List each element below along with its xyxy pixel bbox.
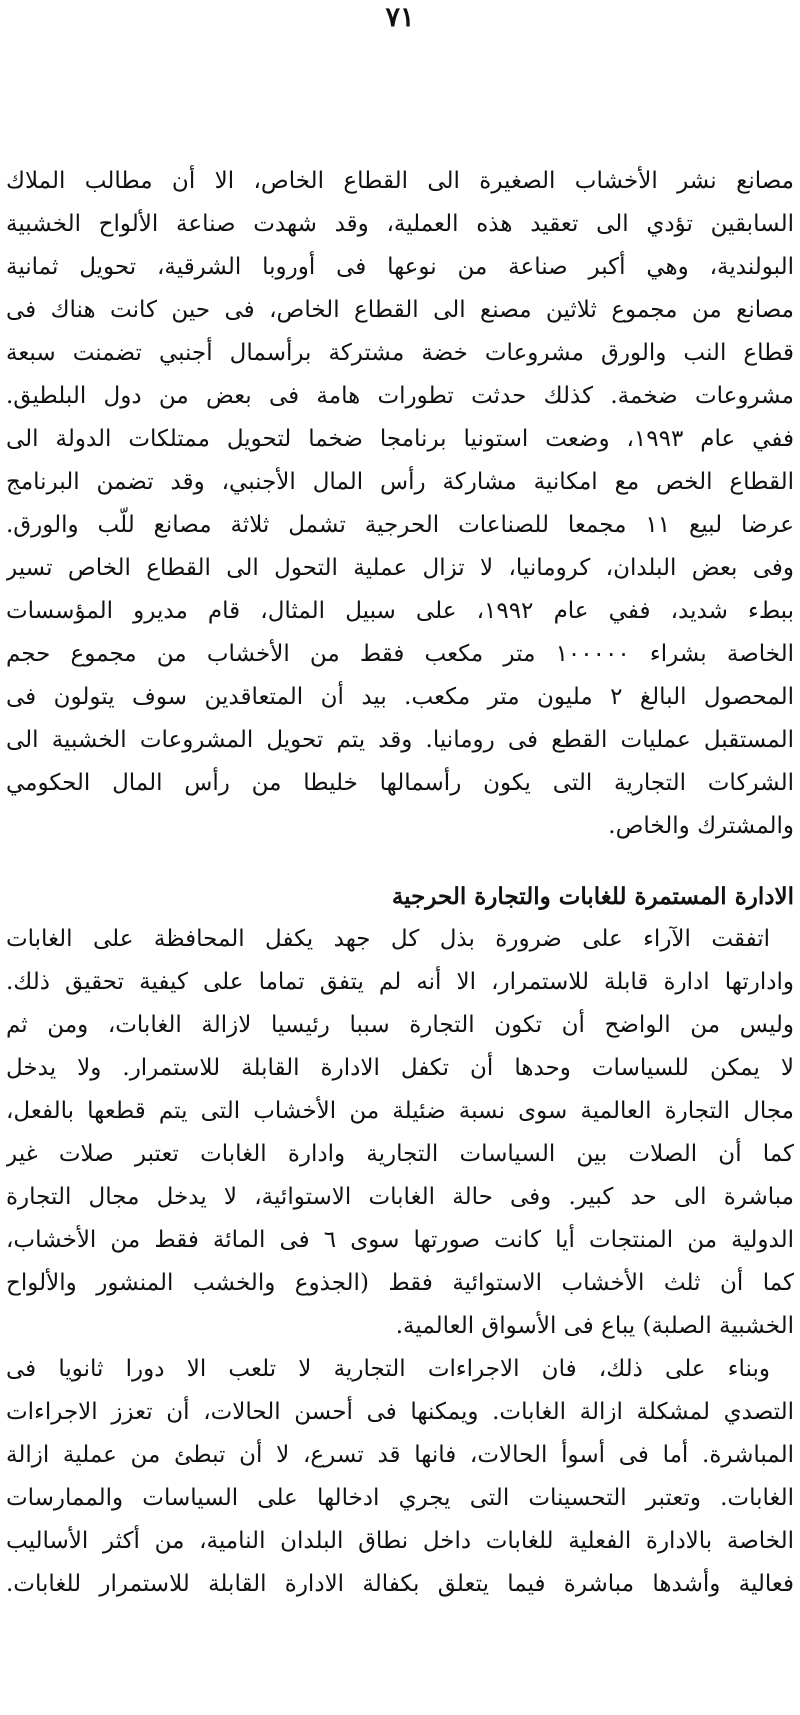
body-line: الخشبية الصلبة) يباع فى الأسواق العالمية. bbox=[395, 1313, 794, 1339]
section-2 bbox=[6, 875, 794, 1606]
body-line: القطاع الخص مع امكانية مشاركة رأس المال الأجنبي، وقد تضمن البرنامج bbox=[6, 469, 794, 495]
body-line: مشروعات ضخمة. كذلك حدثت تطورات هامة فى بعض من دول البلطيق. bbox=[6, 383, 794, 409]
body-line: عرضا لبيع ١١ مجمعا للصناعات الحرجية تشمل ثلاثة مصانع للّب والورق. bbox=[6, 512, 794, 538]
body-line: الخاصة بالادارة الفعلية للغابات داخل نطاق البلدان النامية، من أكثر الأساليب bbox=[6, 1528, 794, 1554]
body-line: وادارتها ادارة قابلة للاستمرار، الا أنه لم يتفق تماما على كيفية تحقيق ذلك. bbox=[6, 969, 794, 995]
body-line: مجال التجارة العالمية سوى نسبة ضئيلة من الأخشاب التى يتم قطعها بالفعل، bbox=[6, 1098, 794, 1124]
body-line: لا يمكن للسياسات وحدها أن تكفل الادارة القابلة للاستمرار. ولا يدخل bbox=[6, 1055, 794, 1081]
body-line: اتفقت الآراء على ضرورة بذل كل جهد يكفل المحافظة على الغابات bbox=[6, 926, 770, 952]
body-line: وبناء على ذلك، فان الاجراءات التجارية لا تلعب الا دورا ثانويا فى bbox=[6, 1356, 770, 1382]
body-line: وليس من الواضح أن تكون التجارة سببا رئيسيا لازالة الغابات، ومن ثم bbox=[6, 1012, 794, 1038]
body-line: الخاصة بشراء ١٠٠٠٠٠ متر مكعب فقط من الأخشاب من مجموع حجم bbox=[6, 641, 794, 667]
body-line: كما أن الصلات بين السياسات التجارية وادارة الغابات تعتبر صلات غير bbox=[6, 1141, 794, 1167]
body-line: مصانع نشر الأخشاب الصغيرة الى القطاع الخاص، الا أن مطالب الملاك bbox=[6, 168, 794, 194]
body-line: الدولية من المنتجات أيا كانت صورتها سوى ٦ فى المائة فقط من الأخشاب، bbox=[6, 1227, 794, 1253]
body-line: وفى بعض البلدان، كرومانيا، لا تزال عملية التحول الى القطاع الخاص تسير bbox=[6, 555, 794, 581]
body-line: قطاع النب والورق مشروعات خضة مشتركة برأسمال أجنبي تضمنت سبعة bbox=[6, 340, 794, 366]
body-line: فعالية وأشدها مباشرة فيما يتعلق بكفالة الادارة القابلة للاستمرار للغابات. bbox=[6, 1571, 794, 1597]
body-line: مباشرة الى حد كبير. وفى حالة الغابات الاستوائية، لا يدخل مجال التجارة bbox=[6, 1184, 794, 1210]
section-heading: الادارة المستمرة للغابات والتجارة الحرجية bbox=[391, 883, 794, 910]
body-line: ببطء شديد، ففي عام ١٩٩٢، على سبيل المثال، قام مديرو المؤسسات bbox=[6, 598, 794, 624]
page-number: ٧١ bbox=[385, 2, 415, 33]
body-line: التصدي لمشكلة ازالة الغابات. ويمكنها فى أحسن الحالات، أن تعزز الاجراءات bbox=[6, 1399, 794, 1425]
body-line: والمشترك والخاص. bbox=[608, 813, 794, 839]
body-line: الغابات. وتعتبر التحسينات التى يجري ادخالها على السياسات والممارسات bbox=[6, 1485, 794, 1511]
body-line: مصانع من مجموع ثلاثين مصنع الى القطاع الخاص، فى حين كانت هناك فى bbox=[6, 297, 794, 323]
body-line: البولندية، وهي أكبر صناعة من نوعها فى أوروبا الشرقية، تحويل ثمانية bbox=[6, 254, 794, 280]
body-line: المباشرة. أما فى أسوأ الحالات، فانها قد تسرع، لا أن تبطئ من عملية ازالة bbox=[6, 1442, 794, 1468]
section-1-body bbox=[6, 160, 794, 848]
body-line: الشركات التجارية التى يكون رأسمالها خليطا من رأس المال الحكومي bbox=[6, 770, 794, 796]
body-line: كما أن ثلث الأخشاب الاستوائية فقط (الجذوع والخشب المنشور والألواح bbox=[6, 1270, 794, 1296]
body-line: السابقين تؤدي الى تعقيد هذه العملية، وقد شهدت صناعة الألواح الخشبية bbox=[6, 211, 794, 237]
body-line: المستقبل عمليات القطع فى رومانيا. وقد يتم تحويل المشروعات الخشبية الى bbox=[6, 727, 794, 753]
body-line: ففي عام ١٩٩٣، وضعت استونيا برنامجا ضخما لتحويل ممتلكات الدولة الى bbox=[6, 426, 794, 452]
body-line: المحصول البالغ ٢ مليون متر مكعب. بيد أن المتعاقدين سوف يتولون فى bbox=[6, 684, 794, 710]
